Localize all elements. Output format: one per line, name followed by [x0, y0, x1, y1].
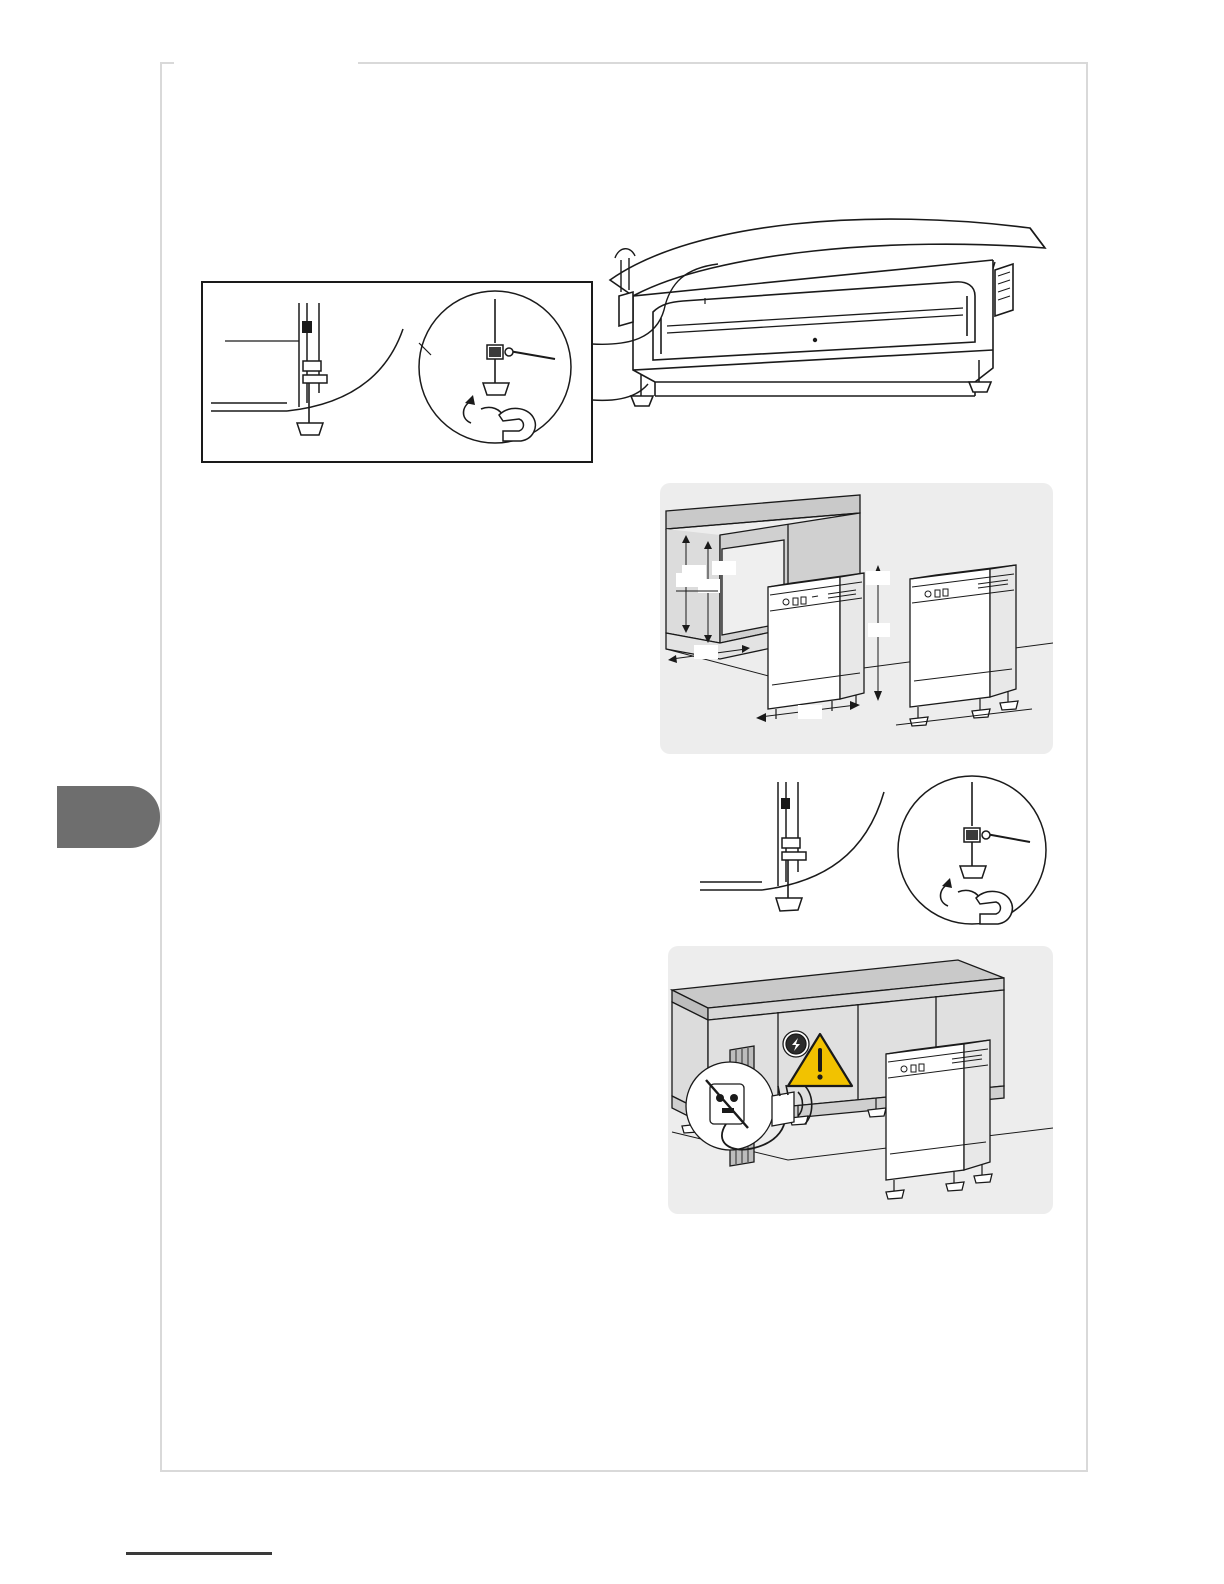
page-side-tab [57, 786, 160, 848]
levelling-foot-detail-panel [201, 281, 593, 463]
footer-rule [126, 1552, 272, 1555]
detail-leader-line [590, 250, 720, 410]
cabinet-recess-dimensions-diagram [660, 483, 1053, 754]
power-socket-warning-diagram [668, 946, 1053, 1214]
levelling-foot-detail-unboxed [700, 772, 1060, 932]
